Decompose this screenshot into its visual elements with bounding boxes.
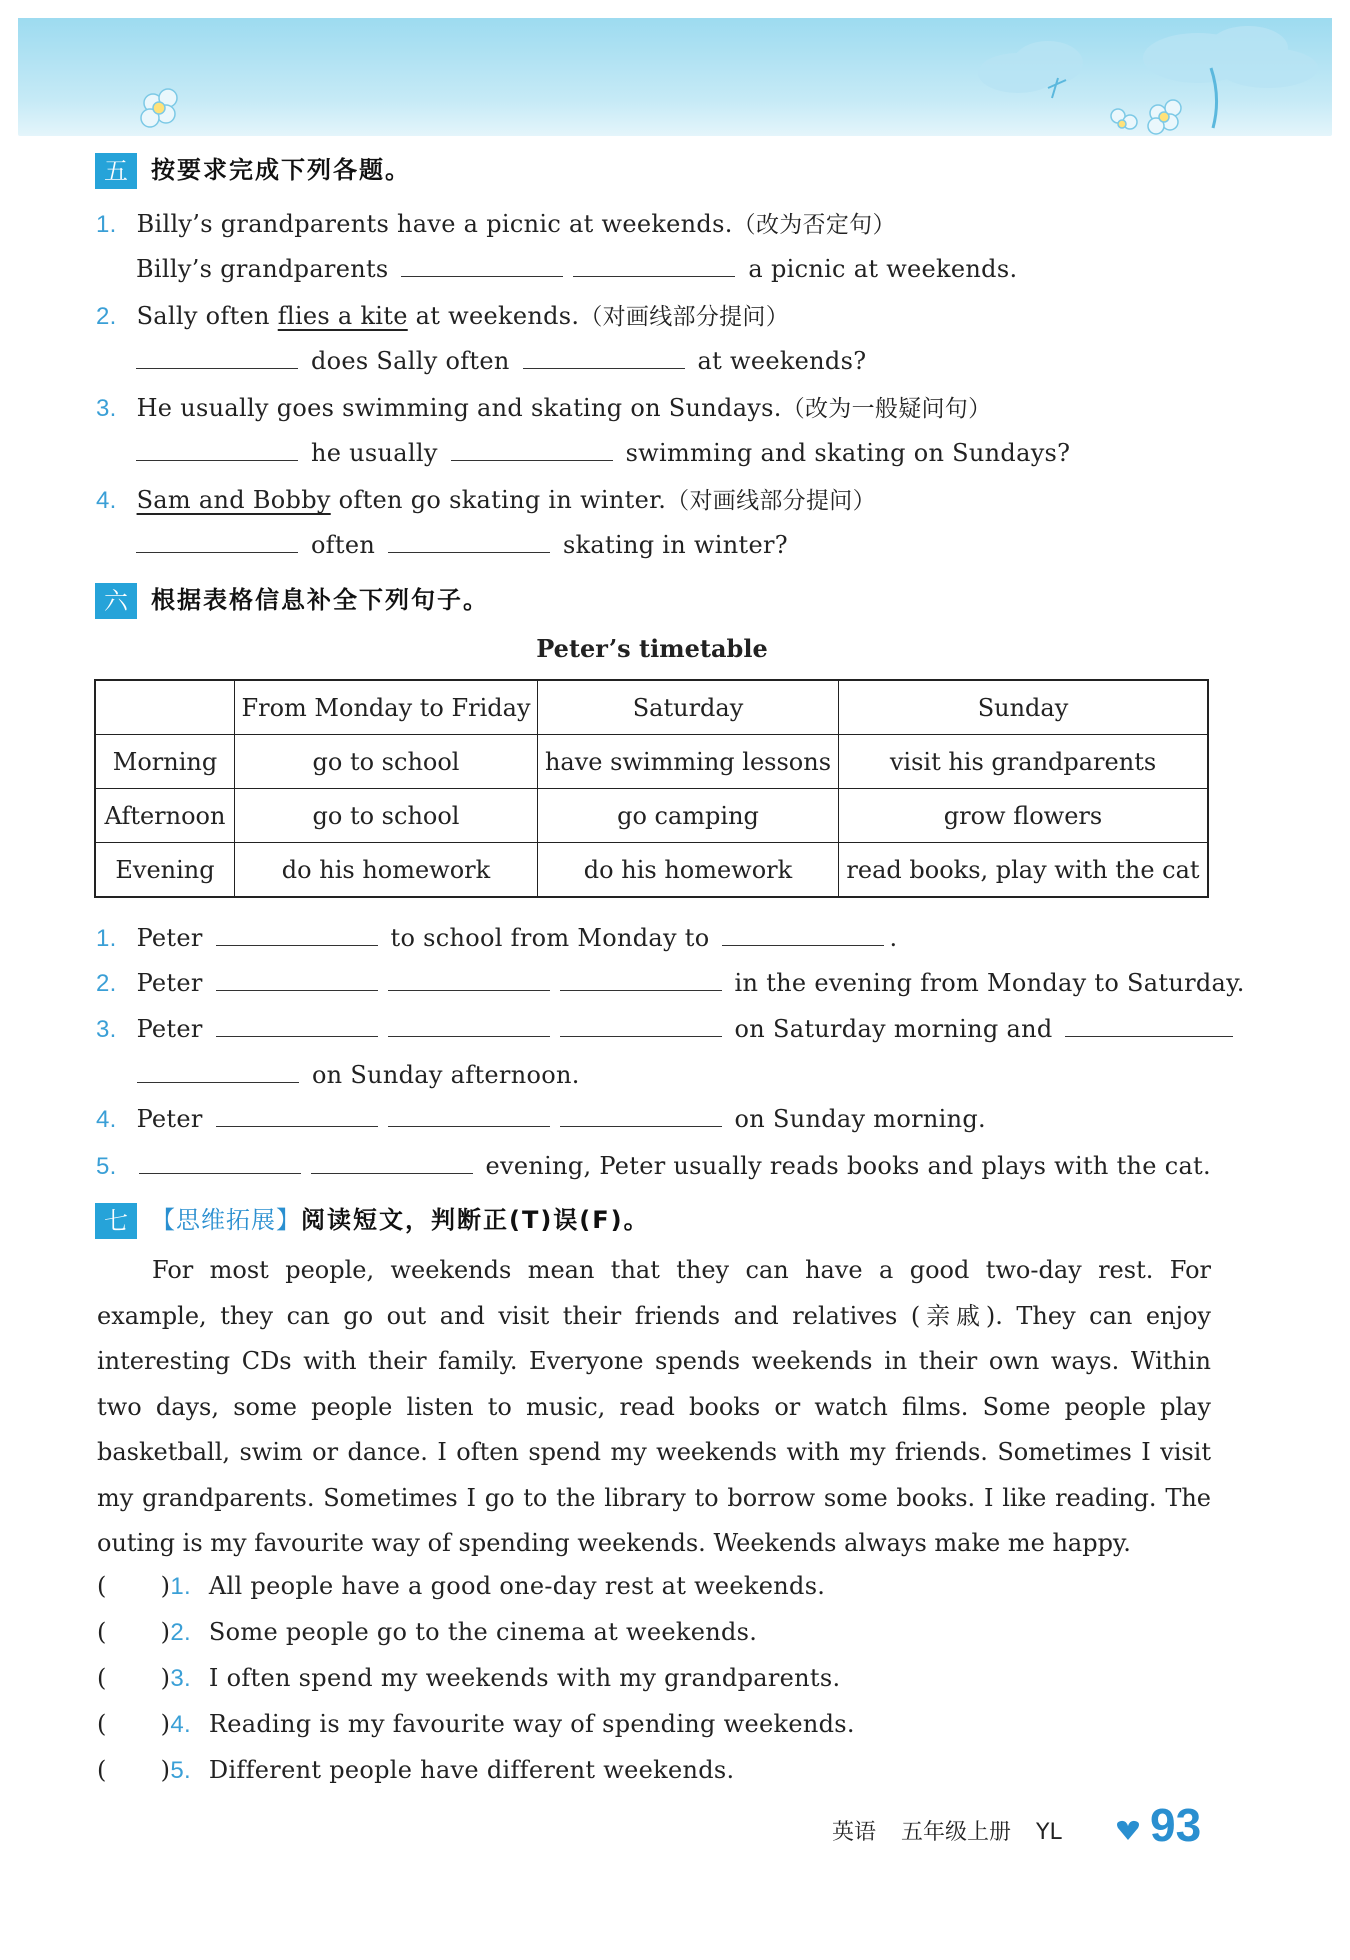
answer-blank[interactable] [388,528,550,553]
footer-edition: YL [1036,1820,1062,1845]
underlined-phrase: flies a kite [277,302,408,330]
table-header-cell: Sunday [839,680,1209,735]
sentence-subject: Peter [136,924,203,952]
question-number: 3. [170,1665,191,1692]
table-row [95,789,1208,843]
question-number: 1. [96,211,117,238]
s6-q3-cont [132,1058,580,1089]
sentence-end: in the evening from Monday to Saturday. [734,969,1245,997]
page-number: 93 [1150,1799,1202,1851]
table-cell: have swimming lessons [538,735,839,789]
question-text: He usually goes swimming and skating on Sundays. [136,394,782,422]
sentence-end: on Sunday morning. [734,1105,986,1133]
answer-blank[interactable] [573,252,735,277]
table-cell: Morning [95,735,235,789]
s5-q3 [96,390,991,423]
heart-icon [1115,1818,1141,1846]
s5-q1 [96,206,896,239]
footer-grade: 五年级上册 [901,1820,1012,1845]
statement-text: Reading is my favourite way of spending weekends. [208,1710,855,1738]
section-7-badge: 七 [95,1203,137,1239]
sentence-middle: to school from Monday to [390,924,710,952]
answer-blank[interactable] [137,1058,299,1083]
answer-blank[interactable] [1065,1012,1233,1037]
answer-middle: does Sally often [310,347,510,375]
reading-passage: For most people, weekends mean that they can have a good two-day rest. For example, they can go out and visit their friends and relatives (亲戚). They can enjoy interesting CDs with their family. Everyone spends weekends in their own ways. Within two days, some people listen to music, read books or watch films. Some people play basketball, swim or dance. I often spend my weekends with my friends. Sometimes I visit my grandparents. Sometimes I go to the library to borrow some books. I like reading. The outing is my favourite way of spending weekends. Weekends always make me happy. [97,1256,1211,1557]
sentence-end: evening, Peter usually reads books and plays with the cat. [485,1152,1211,1180]
answer-blank[interactable] [311,1149,473,1174]
answer-blank[interactable] [560,966,722,991]
section-7-heading [95,1200,650,1239]
table-cell: grow flowers [839,789,1209,843]
section-5-title: 按要求完成下列各题。 [151,156,411,184]
table-header-cell [95,680,235,735]
answer-blank[interactable] [388,966,550,991]
section-5-heading [95,150,411,189]
statement-4 [97,1710,855,1739]
sentence-subject: Peter [136,1105,203,1133]
sentence-end: on Sunday afternoon. [311,1061,580,1089]
answer-suffix: swimming and skating on Sundays? [625,439,1071,467]
question-number: 5. [170,1757,191,1784]
answer-bracket[interactable]: ( ) [97,1710,171,1738]
answer-suffix: a picnic at weekends. [748,255,1018,283]
s6-q3 [96,1012,1238,1044]
answer-bracket[interactable]: ( ) [97,1572,171,1600]
table-cell: go camping [538,789,839,843]
answer-blank[interactable] [136,528,298,553]
s6-q1 [96,921,897,953]
table-cell: go to school [235,789,538,843]
question-text: at weekends. [415,302,580,330]
s6-q4 [96,1102,986,1134]
statement-text: Some people go to the cinema at weekends. [208,1618,758,1646]
section-6-heading [95,580,489,619]
table-cell: read books, play with the cat [839,843,1209,898]
answer-blank[interactable] [388,1102,550,1127]
answer-bracket[interactable]: ( ) [97,1618,171,1646]
answer-blank[interactable] [401,252,563,277]
statement-text: Different people have different weekends. [208,1756,735,1784]
answer-middle: often [310,531,376,559]
table-cell: do his homework [538,843,839,898]
table-header-row [95,680,1208,735]
question-number: 1. [96,925,117,952]
answer-blank[interactable] [216,966,378,991]
question-number: 2. [96,303,117,330]
question-number: 3. [96,395,117,422]
section-6-badge: 六 [95,583,137,619]
underlined-phrase: Sam and Bobby [136,486,331,514]
answer-blank[interactable] [136,344,298,369]
table-cell: Evening [95,843,235,898]
table-header-cell: Saturday [538,680,839,735]
answer-bracket[interactable]: ( ) [97,1664,171,1692]
table-row [95,735,1208,789]
statement-2 [97,1618,757,1647]
answer-blank[interactable] [722,921,884,946]
table-cell: visit his grandparents [839,735,1209,789]
question-number: 4. [96,487,117,514]
sentence-subject: Peter [136,1015,203,1043]
question-text: Sally often [136,302,270,330]
question-text: Billy’s grandparents have a picnic at weekends. [136,210,733,238]
answer-blank[interactable] [136,436,298,461]
answer-blank[interactable] [216,1012,378,1037]
question-text: often go skating in winter. [338,486,667,514]
instruction-note: （对画线部分提问） [666,488,876,514]
instruction-note: （对画线部分提问） [579,304,790,330]
statement-5 [97,1756,734,1785]
s5-a4 [131,528,788,559]
question-number: 5. [96,1153,117,1180]
answer-blank[interactable] [388,1012,550,1037]
instruction-note: （改为一般疑问句） [781,396,992,422]
sentence-subject: Peter [136,969,203,997]
footer-subject: 英语 [832,1820,877,1845]
question-number: 4. [96,1106,117,1133]
table-cell: Afternoon [95,789,235,843]
question-number: 2. [96,970,117,997]
answer-blank[interactable] [560,1102,722,1127]
answer-blank[interactable] [216,921,378,946]
answer-suffix: at weekends? [697,347,867,375]
s5-a3 [131,436,1070,467]
answer-middle: he usually [310,439,438,467]
instruction-note: （改为否定句） [732,212,896,238]
statement-text: All people have a good one-day rest at weekends. [208,1572,826,1600]
question-number: 1. [170,1573,191,1600]
s5-a1 [136,252,1017,283]
question-number: 3. [96,1016,117,1043]
s6-q5 [96,1149,1211,1181]
question-number: 2. [170,1619,191,1646]
statement-text: I often spend my weekends with my grandparents. [208,1664,841,1692]
statement-1 [97,1572,825,1601]
table-title: Peter’s timetable [536,634,768,663]
section-7-title: 阅读短文，判断正(T)误(F)。 [301,1206,650,1234]
answer-blank[interactable] [451,436,613,461]
sentence-middle: on Saturday morning and [734,1015,1053,1043]
section-5-badge: 五 [95,153,137,189]
answer-blank[interactable] [523,344,685,369]
section-7-tag: 【思维拓展】 [151,1206,301,1234]
table-cell: do his homework [235,843,538,898]
answer-prefix: Billy’s grandparents [136,255,389,283]
page-footer [832,1815,1062,1846]
s5-q2 [96,298,789,331]
sentence-end: . [889,924,898,952]
timetable [94,679,1209,898]
s5-a2 [131,344,866,375]
section-6-title: 根据表格信息补全下列句子。 [151,586,489,614]
question-number: 4. [170,1711,191,1738]
s5-q4 [96,482,876,515]
answer-blank[interactable] [139,1149,301,1174]
answer-blank[interactable] [216,1102,378,1127]
statement-3 [97,1664,840,1693]
table-cell: go to school [235,735,538,789]
table-row [95,843,1208,898]
answer-suffix: skating in winter? [562,531,788,559]
s6-q2 [96,966,1245,998]
table-header-cell: From Monday to Friday [235,680,538,735]
answer-blank[interactable] [560,1012,722,1037]
answer-bracket[interactable]: ( ) [97,1756,171,1784]
